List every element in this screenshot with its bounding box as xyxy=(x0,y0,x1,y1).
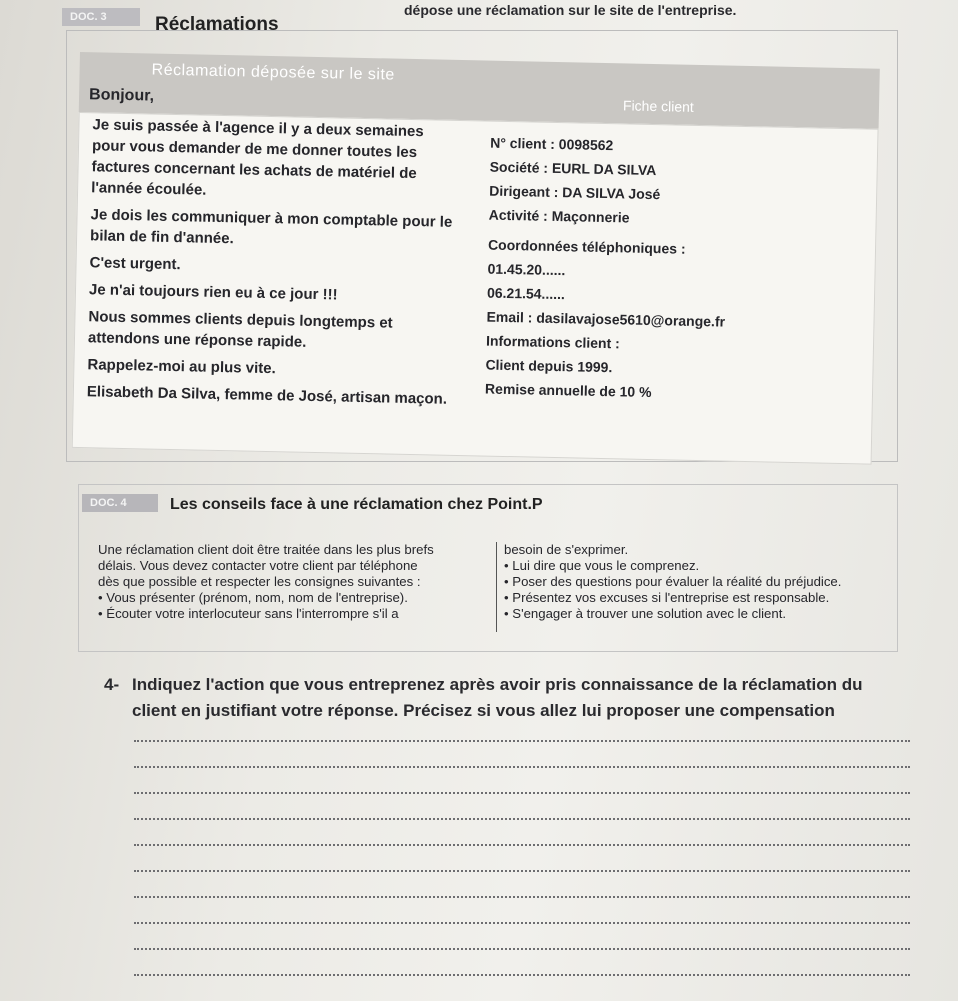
message-line: factures concernant les achats de matériel de xyxy=(91,158,417,183)
complaint-greeting: Bonjour, xyxy=(88,86,155,105)
message-line: Je dois les communiquer à mon comptable pour le xyxy=(90,206,453,231)
top-note: dépose une réclamation sur le site de l'entreprise. xyxy=(404,2,737,18)
doc4-badge: DOC. 4 xyxy=(82,494,158,512)
complaint-card xyxy=(72,52,880,465)
message-line: Rappelez-moi au plus vite. xyxy=(87,356,276,378)
client-since: Client depuis 1999. xyxy=(485,356,613,376)
answer-line[interactable] xyxy=(134,974,910,976)
advice-line: besoin de s'exprimer. xyxy=(504,542,629,557)
advice-line: dès que possible et respecter les consignes suivantes : xyxy=(98,574,421,589)
client-activity: Activité : Maçonnerie xyxy=(488,206,630,226)
doc4-title: Les conseils face à une réclamation chez Point.P xyxy=(170,496,543,513)
message-line: l'année écoulée. xyxy=(90,179,207,199)
client-info-label: Informations client : xyxy=(485,332,620,352)
answer-line[interactable] xyxy=(134,948,910,950)
doc4-right-column xyxy=(504,542,896,622)
advice-line: • Écouter votre interlocuteur sans l'interrompre s'il a xyxy=(98,606,399,621)
answer-line[interactable] xyxy=(134,844,910,846)
doc3-badge: DOC. 3 xyxy=(62,8,140,26)
answer-line[interactable] xyxy=(134,792,910,794)
advice-line: • Lui dire que vous le comprenez. xyxy=(504,558,700,573)
client-phone-1: 01.45.20...... xyxy=(487,260,566,279)
answer-line[interactable] xyxy=(134,870,910,872)
advice-line: • Poser des questions pour évaluer la réalité du préjudice. xyxy=(504,574,842,589)
question-text-line: client en justifiant votre réponse. Précisez si vous allez lui proposer une compensation xyxy=(132,701,835,720)
message-line: Je n'ai toujours rien eu à ce jour !!! xyxy=(88,281,338,304)
message-line: bilan de fin d'année. xyxy=(89,227,234,248)
answer-line[interactable] xyxy=(134,896,910,898)
column-divider xyxy=(496,542,497,632)
question-number: 4- xyxy=(104,675,120,694)
answer-line[interactable] xyxy=(134,766,910,768)
client-email: Email : dasilavajose5610@orange.fr xyxy=(486,308,726,330)
doc4-left-column xyxy=(98,542,482,622)
complaint-card-title: Réclamation déposée sur le site xyxy=(151,61,395,84)
answer-line[interactable] xyxy=(134,818,910,820)
advice-line: Une réclamation client doit être traitée dans les plus brefs xyxy=(98,542,434,557)
answer-line[interactable] xyxy=(134,922,910,924)
doc3-title: Réclamations xyxy=(155,14,279,35)
question-text-line: Indiquez l'action que vous entreprenez après avoir pris connaissance de la réclamation du xyxy=(132,675,863,694)
client-sheet xyxy=(485,131,871,409)
client-sheet-title: Fiche client xyxy=(622,97,694,115)
advice-line: délais. Vous devez contacter votre client par téléphone xyxy=(98,558,418,573)
message-line: attendons une réponse rapide. xyxy=(87,329,307,351)
message-line: Je suis passée à l'agence il y a deux semaines xyxy=(92,116,424,141)
advice-line: • Vous présenter (prénom, nom, nom de l'entreprise). xyxy=(98,590,408,605)
complaint-message xyxy=(87,114,485,410)
client-company: Société : EURL DA SILVA xyxy=(489,158,657,179)
client-number: N° client : 0098562 xyxy=(490,134,614,154)
client-phone-2: 06.21.54...... xyxy=(486,284,566,303)
advice-line: • S'engager à trouver une solution avec le client. xyxy=(504,606,787,621)
message-line: pour vous demander de me donner toutes les xyxy=(91,137,418,162)
answer-line[interactable] xyxy=(134,740,910,742)
client-phones-label: Coordonnées téléphoniques : xyxy=(487,236,686,257)
message-line: C'est urgent. xyxy=(89,254,181,274)
message-signature: Elisabeth Da Silva, femme de José, artisan maçon. xyxy=(86,383,448,408)
advice-line: • Présentez vos excuses si l'entreprise est responsable. xyxy=(504,590,830,605)
message-line: Nous sommes clients depuis longtemps et xyxy=(88,308,393,332)
client-discount: Remise annuelle de 10 % xyxy=(484,380,652,401)
client-manager: Dirigeant : DA SILVA José xyxy=(489,182,661,203)
